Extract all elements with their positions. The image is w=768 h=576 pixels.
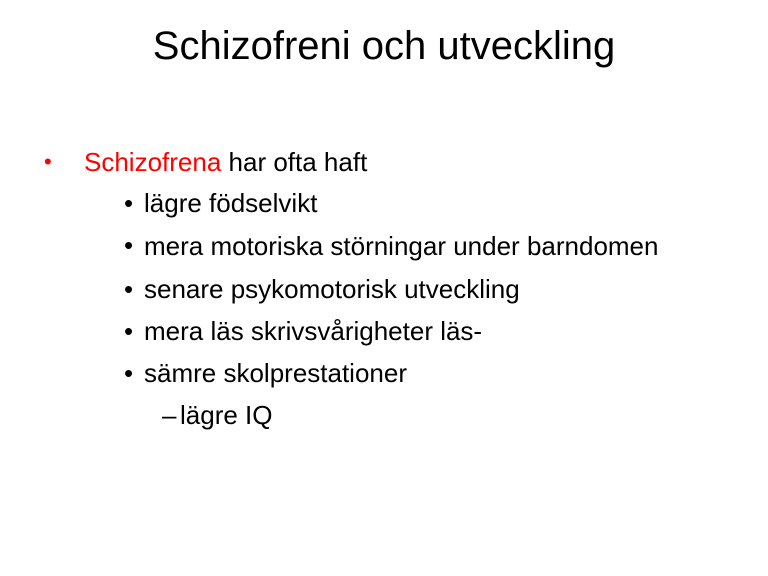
sub-bullet-item — [124, 314, 724, 348]
sub-bullet-marker: • — [124, 230, 134, 260]
dash-marker: – — [162, 400, 177, 430]
sub-bullet-text: mera läs skrivsvårigheter läs- — [144, 316, 483, 346]
sub-sub-bullet-item — [162, 398, 724, 432]
sub-bullet-text: sämre skolprestationer — [144, 358, 407, 388]
sub-bullet-marker: • — [124, 316, 134, 346]
sub-sub-bullet-text: lägre IQ — [180, 400, 273, 430]
sub-bullet-item — [124, 228, 724, 264]
sub-bullet-item — [124, 186, 724, 220]
highlight-term: Schizofrena — [84, 147, 222, 177]
sub-bullet-text: mera motoriska störningar under barndomen — [144, 231, 659, 261]
sub-bullet-text: lägre födselvikt — [144, 188, 318, 218]
sub-bullet-marker: • — [124, 274, 134, 304]
sub-bullet-text: senare psykomotorisk utveckling — [144, 274, 520, 304]
sub-bullet-marker: • — [124, 358, 134, 388]
slide-title: Schizofreni och utveckling — [152, 24, 616, 68]
main-bullet-text — [84, 146, 367, 178]
sub-bullet-list — [124, 186, 724, 432]
bullet-marker: • — [44, 149, 52, 174]
sub-bullet-item — [124, 356, 724, 390]
main-bullet — [44, 146, 367, 178]
main-bullet-rest: har ofta haft — [221, 147, 368, 177]
sub-bullet-marker: • — [124, 188, 134, 218]
sub-bullet-item — [124, 272, 724, 306]
